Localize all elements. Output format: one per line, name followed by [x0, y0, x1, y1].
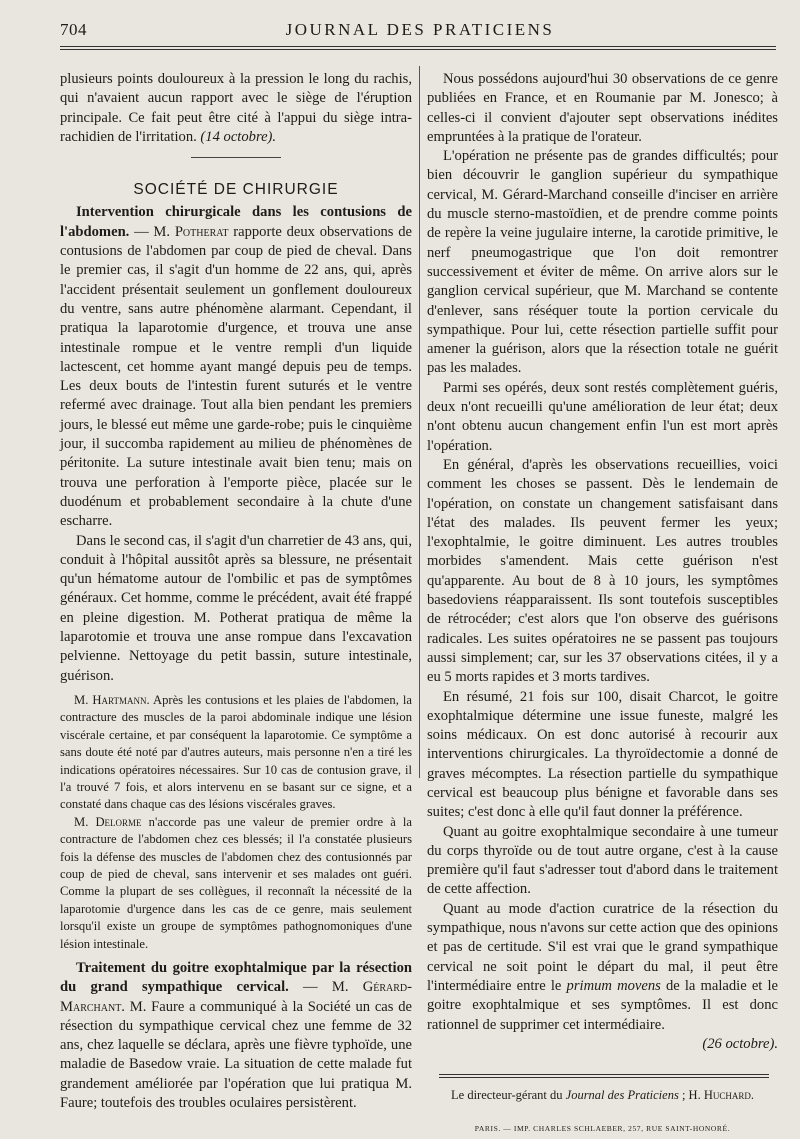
left-column	[60, 70, 412, 1113]
author-name: M. Hartmann.	[74, 692, 150, 707]
right-column	[427, 70, 778, 1139]
paragraph: Parmi ses opérés, deux sont restés complètement guéris, deux n'ont recueilli qu'une amélioration de leur état; deux n'ont obtenu aucun changement enfin l'un est mort après l'opération.	[427, 379, 778, 454]
separator-rule	[191, 157, 281, 158]
author-name: Gérard-Marchant.	[60, 979, 412, 1015]
discussion-block	[60, 692, 412, 953]
paragraph: M. Delorme n'accorde pas une valeur de premier ordre à la contracture de l'abdomen chez ces blessés; il l'a constatée plusieurs fois la défense des muscles de l'abdomen chez des contusionnés par coup de pied de cheval, sans intervenir et ses malades ont guéri. Comme la plupart de ses collègues, il reconnaît la nécessité de la laparotomie d'urgence dans les cas de ce genre, mais seulement lorsqu'il existe un groupe de symptômes pathognomoniques d'une lésion intestinale.	[60, 814, 413, 951]
column-divider	[419, 66, 420, 778]
paragraph: En résumé, 21 fois sur 100, disait Charcot, le goitre exophtalmique détermine une issue funeste, malgré les soins médicaux. On est donc autorisé à recourir aux interventions chirurgicales. La thyroïdectomie a donné de graves mécomptes. La résection partielle du sympathique cervical est beaucoup plus bénigne et favorable dans ses suites; c'est donc à elle qu'il faut donner la préférence.	[427, 688, 778, 821]
director-line: Le directeur-gérant du Journal des Praticiens ; H. Huchard.	[451, 1088, 754, 1103]
printer-imprint: PARIS. — IMP. CHARLES SCHLAEBER, 257, RUE SAINT-HONORÉ.	[474, 1124, 731, 1134]
author-name: M. Delorme	[74, 814, 142, 829]
author-name: Potherat	[174, 223, 229, 240]
section-title: SOCIÉTÉ DE CHIRURGIE	[133, 181, 339, 199]
journal-title: JOURNAL DES PRATICIENS	[285, 20, 555, 39]
page-header	[60, 16, 780, 46]
paragraph: En général, d'après les observations recueillies, voici comment les choses se passent. Dès le lendemain de l'opération, on constate un changement satisfaisant dans l'état des malades. Ils peuvent fermer les yeux; l'exophtalmie, le goitre diminuent. Les autres troubles morbides s'amendent. Mais cette guérison n'est qu'apparente. Au bout de 8 à 10 jours, les symptômes basedoviens réapparaissent. Ils sont toutefois susceptibles de rétrocéder; c'est alors que l'on observe des guérisons radicales. Les suites opératoires ne se passent pas toujours aussi simplement; car, sur les 37 observations citées, il y a eu 5 morts rapides et 3 morts tardives.	[427, 456, 778, 686]
paragraph: M. Hartmann. Après les contusions et les plaies de l'abdomen, la contracture des muscles de la paroi abdominale indique une lésion viscérale certaine, et par conséquent la laparotomie. Ce symptôme a sans doute été noté par d'autres auteurs, mais personne n'en a tiré les indications opératoires nécessaires. Sur 10 cas de contusion grave, il l'a trouvé 7 fois, et alors intervenu en se basant sur ce signe, et a constaté dans chaque cas des lésions viscérales graves.	[60, 692, 412, 812]
header-rule	[60, 46, 776, 50]
paragraph: Quant au goitre exophtalmique secondaire à une tumeur du corps thyroïde ou de tout autre organe, c'est à la cause première qu'il faut s'adresser tout d'abord dans le traitement de cette affection.	[427, 823, 778, 898]
paragraph: plusieurs points douloureux à la pression le long du rachis, qui n'avaient aucun rapport avec le siège de l'éruption principale. Ce fait peut être cité à l'appui du siège intra-rachidien de l'irritation. (14 octobre).	[60, 71, 412, 145]
page-number: 704	[60, 20, 87, 39]
footer-rule	[439, 1074, 769, 1078]
item-heading: Intervention chirurgicale dans les contusions de l'abdomen.	[60, 204, 412, 240]
paragraph: L'opération ne présente pas de grandes difficultés; pour bien découvrir le ganglion supérieur du sympathique cervical, M. Gérard-Marchand conseille d'inciser en arrière du muscle sterno-mastoïdien, et de prendre comme points de repère la veine jugulaire interne, la carotide primitive, le nerf pneumogastrique que l'on doit remontrer successivement et éviter de même. On arrive alors sur le ganglion cervical supérieur, que M. Marchand se contente d'enlever, sans réséquer toute la portion cervicale du sympathique. Pour lui, cette résection partielle suffit pour amener la guérison, alors que la résection totale ne guérit pas les malades.	[427, 148, 778, 377]
paragraph: Dans le second cas, il s'agit d'un charretier de 43 ans, qui, conduit à l'hôpital aussitôt après sa blessure, ne présentait qu'un hématome autour de l'ombilic et pas de symptômes généraux. Cet homme, comme le précédent, avait été frappé en pleine digestion. M. Potherat pratiqua de même la laparotomie et trouva une anse rompue dans l'excavation pelvienne. Nettoyage du petit bassin, suture intestinale, guérison.	[60, 532, 412, 684]
paragraph: Quant au mode d'action curatrice de la résection du sympathique, nous n'avons sur cette action que des opinions et pas de certitude. S'il est vrai que le grand sympathique cervical ne soit point le départ du mal, il peut être l'intermédiaire entre le primum movens de la maladie et le goitre exophtalmique et ses symptômes. Il est donc rationnel de supprimer cet intermédiaire.	[427, 900, 778, 1033]
item-heading: Traitement du goitre exophtalmique par la résection du grand sympathique cervical.	[60, 960, 412, 996]
date-note: (14 octobre).	[200, 128, 277, 145]
date-note: (26 octobre).	[702, 1035, 778, 1052]
paragraph: Traitement du goitre exophtalmique par la résection du grand sympathique cervical. — M. Gérard-Marchant. M. Faure a communiqué à la Société un cas de résection du sympathique cervical chez une femme de 32 ans, chez laquelle se déclara, après une fièvre typhoïde, une maladie de Basedow vraie. La situation de cette malade fut grandement améliorée par l'opération que lui pratiqua M. Faure; toutefois des troubles oculaires persistèrent.	[60, 960, 412, 1112]
paragraph: Nous possédons aujourd'hui 30 observations de ce genre publiées en France, et en Roumanie par M. Jonesco; à celles-ci il convient d'ajouter sept observations inédites empruntées à la pratique de l'orateur.	[427, 71, 778, 145]
paragraph: Intervention chirurgicale dans les contusions de l'abdomen. — M. Potherat rapporte deux observations de contusions de l'abdomen par coup de pied de cheval. Dans le premier cas, il s'agit d'un homme de 22 ans, qui, après l'accident présentait seulement un gonflement douloureux du ventre, sans autre phénomène alarmant. Cependant, il pratiqua la laparotomie d'urgence, et trouva une anse intestinale rompue et le ventre rempli d'un liquide lactescent, cet homme ayant mangé depuis peu de temps. Les deux bouts de l'intestin furent suturés et le ventre refermé avec drainage. Tout alla bien pendant les premiers jours, le blessé eut même une garde-robe; puis le cinquième jour, il succomba rapidement au milieu de phénomènes de péritonite. La suture intestinale avait bien tenu; mais on trouva une perforation à l'emporte pièce, placée sur le duodénum et probablement secondaire à la chute d'une escharre.	[60, 204, 412, 530]
